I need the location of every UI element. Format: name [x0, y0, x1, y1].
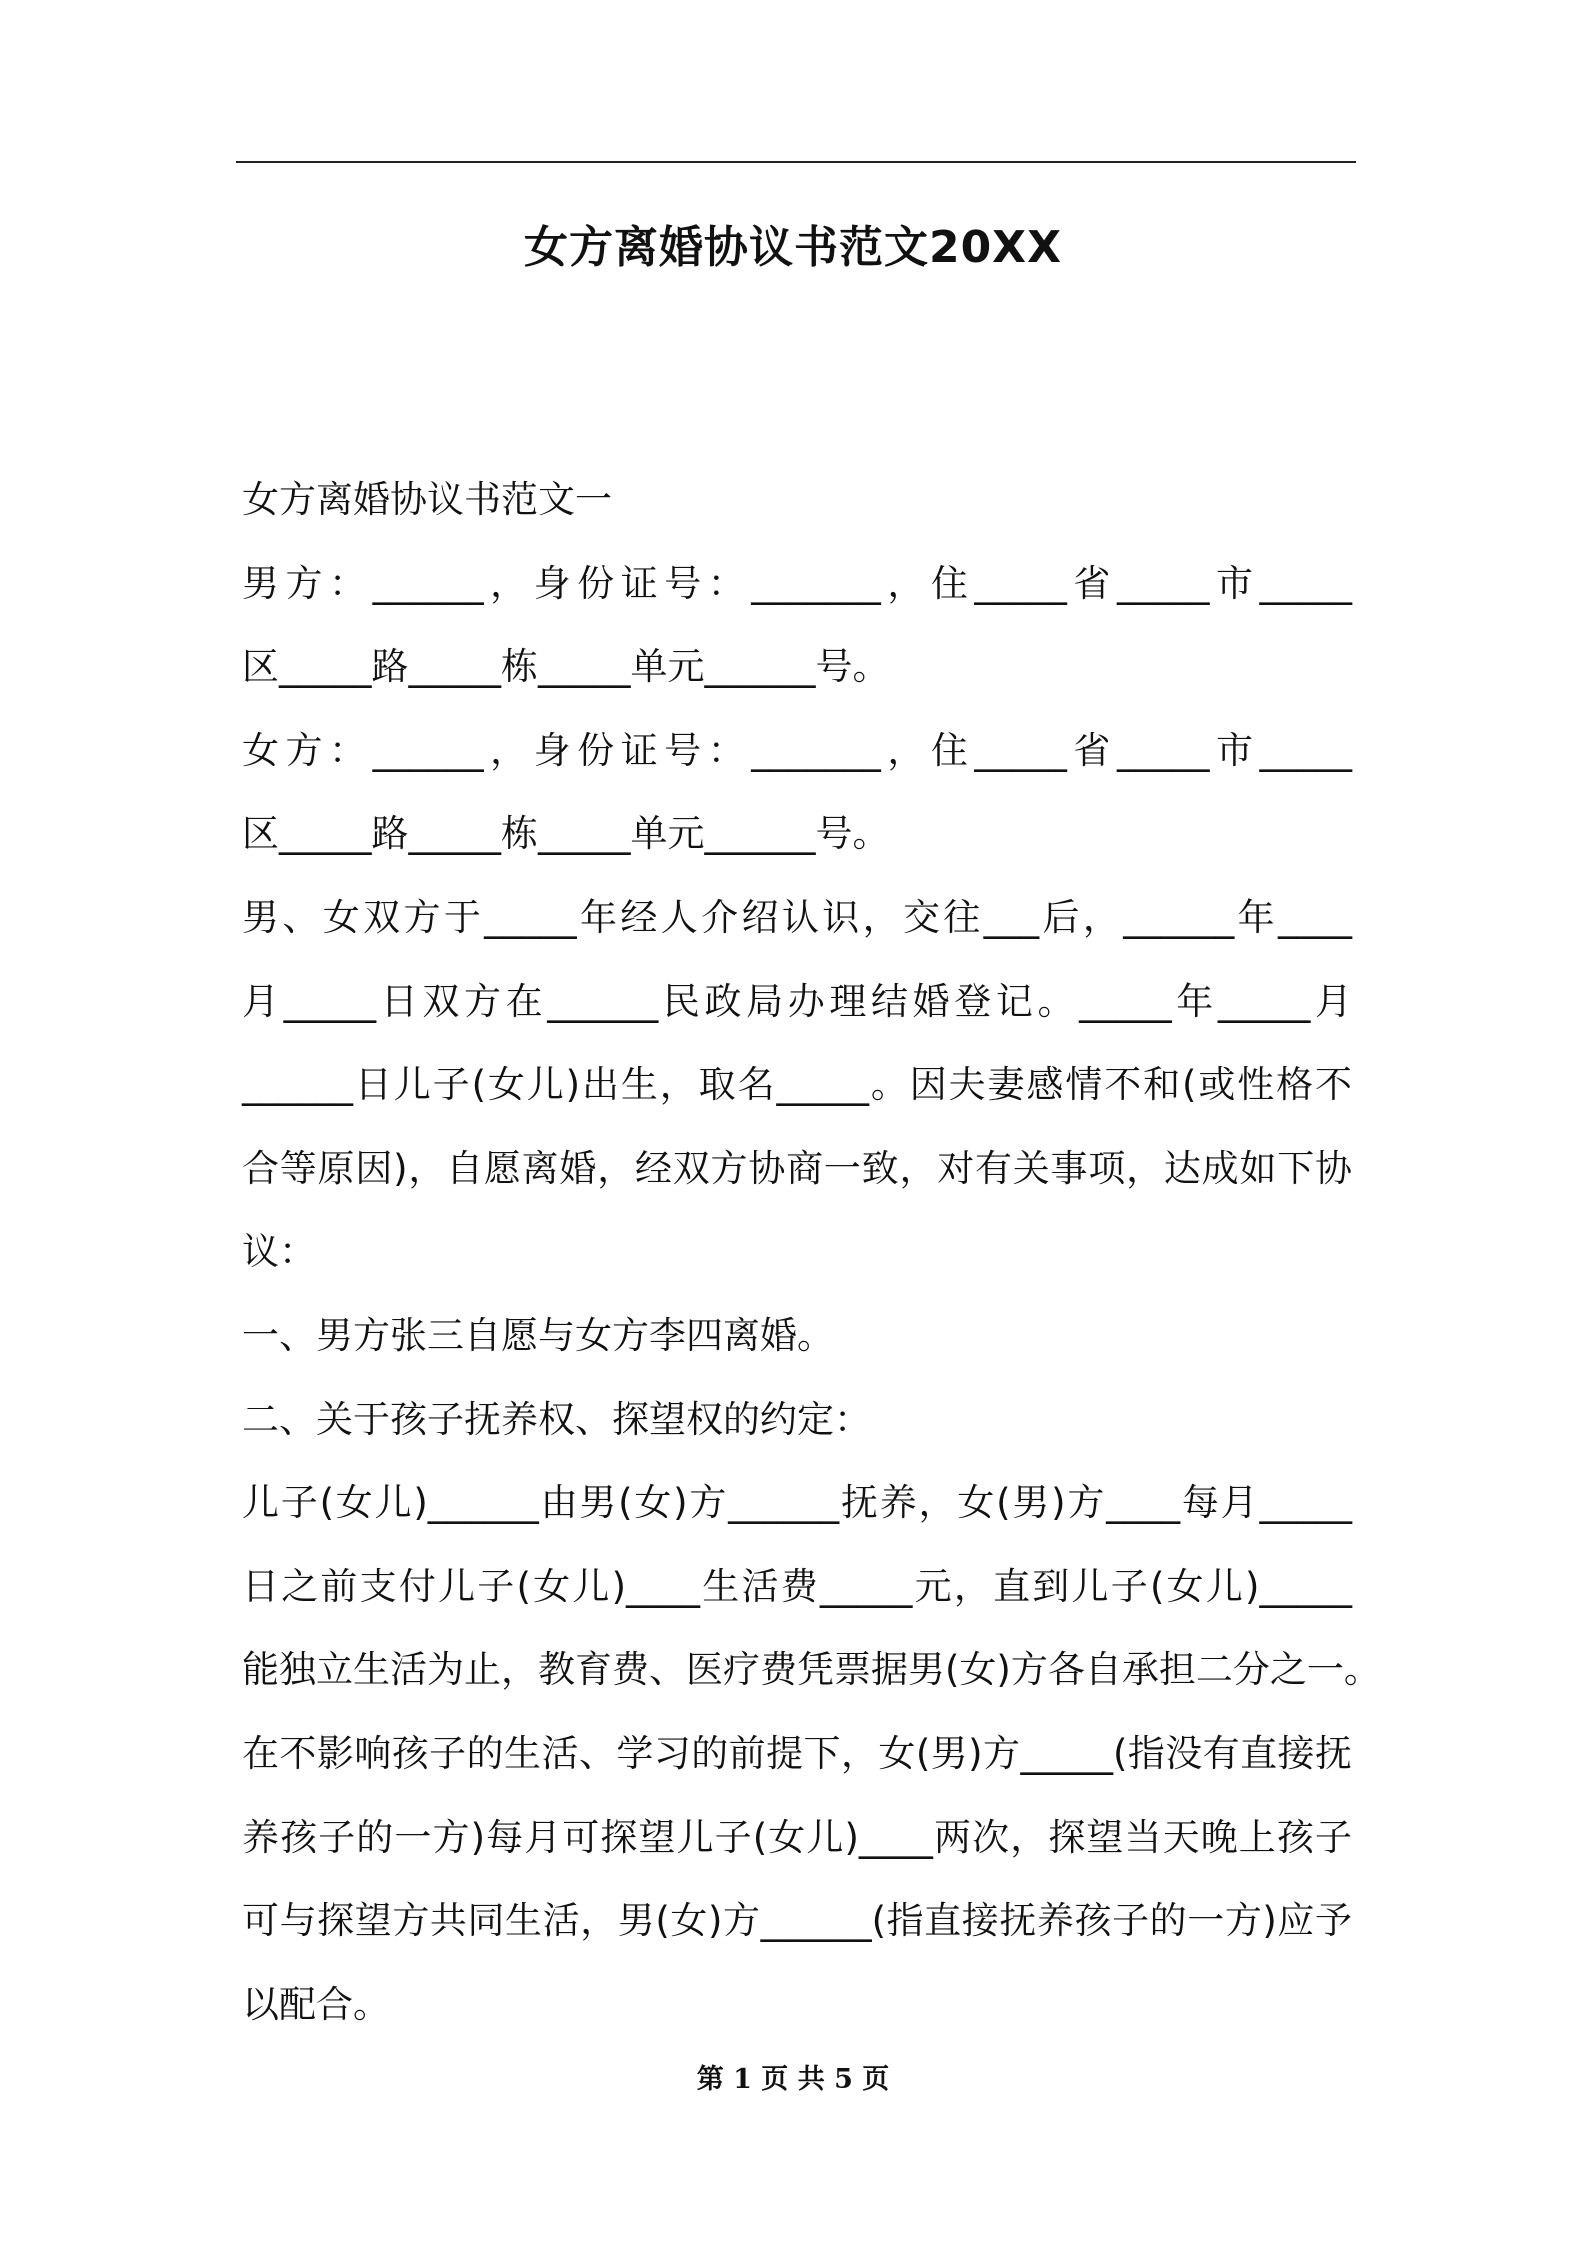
paragraph-line: 在不影响孩子的生活、学习的前提下，女(男)方_____(指没有直接抚 [242, 1731, 1352, 1775]
paragraph-line: 区_____路_____栋_____单元______号。 [242, 812, 890, 856]
paragraph-line: 儿子(女儿)______由男(女)方______抚养，女(男)方____每月_____ [242, 1481, 1352, 1525]
paragraph-line: 月_____日双方在______民政局办理结婚登记。_____年_____月 [242, 979, 1352, 1023]
paragraph-line: 能独立生活为止，教育费、医疗费凭票据男(女)方各自承担二分之一。 [242, 1648, 1381, 1692]
paragraph-line: 合等原因)，自愿离婚，经双方协商一致，对有关事项，达成如下协 [242, 1146, 1352, 1190]
paragraph-line: ______日儿子(女儿)出生，取名_____。因夫妻感情不和(或性格不 [242, 1063, 1352, 1107]
paragraph-line: 女方：______，身份证号：_______，住_____省_____市_____ [242, 728, 1352, 772]
document-body [242, 458, 1381, 2046]
paragraph-line: 以配合。 [242, 1982, 390, 2026]
paragraph-line: 养孩子的一方)每月可探望儿子(女儿)____两次，探望当天晚上孩子 [242, 1815, 1352, 1859]
section-heading: 女方离婚协议书范文一 [242, 478, 612, 521]
paragraph-line: 日之前支付儿子(女儿)____生活费_____元，直到儿子(女儿)_____ [242, 1564, 1352, 1608]
paragraph-line: 可与探望方共同生活，男(女)方______(指直接抚养孩子的一方)应予 [242, 1899, 1352, 1943]
clause-line: 二、关于孩子抚养权、探望权的约定： [242, 1397, 871, 1441]
paragraph-line: 男方：______，身份证号：_______，住_____省_____市_____ [242, 561, 1352, 605]
page-number: 第 1 页 共 5 页 [696, 2064, 890, 2095]
paragraph-line: 区_____路_____栋_____单元______号。 [242, 645, 890, 689]
document-title: 女方离婚协议书范文20XX [523, 222, 1063, 273]
paragraph-line: 男、女双方于_____年经人介绍认识，交往___后，______年____ [242, 895, 1352, 939]
header-rule [236, 161, 1356, 163]
clause-line: 一、男方张三自愿与女方李四离婚。 [242, 1313, 834, 1357]
paragraph-line: 议： [242, 1230, 316, 1274]
